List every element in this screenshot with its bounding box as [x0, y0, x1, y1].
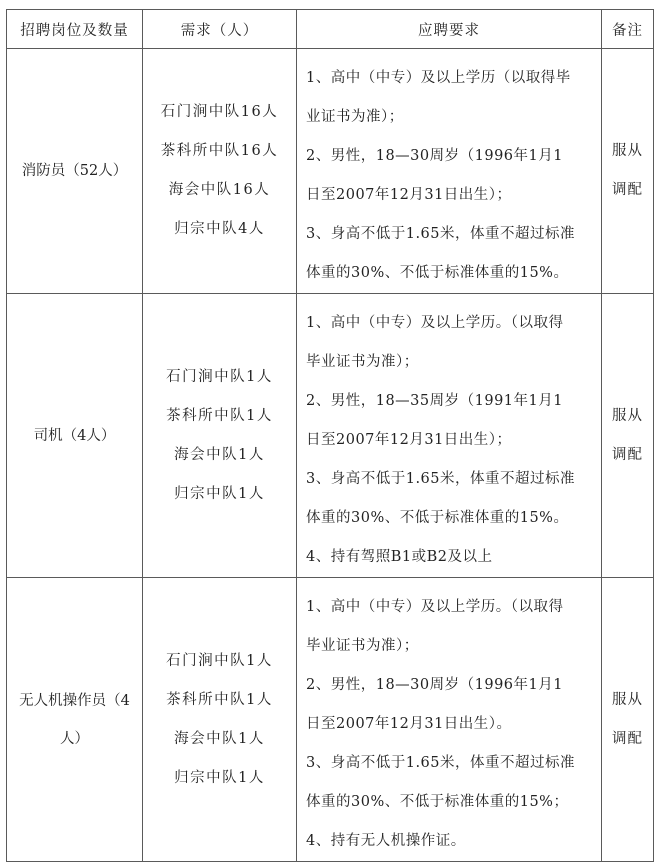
header-row: [7, 10, 654, 49]
header-requirements: 应聘要求: [297, 10, 602, 49]
note-line: 调配: [612, 182, 643, 198]
demand-line: 归宗中队1人: [174, 485, 265, 502]
header-position: 招聘岗位及数量: [7, 10, 143, 49]
position-cell: 司机（4人）: [7, 294, 143, 578]
requirement-line: 1、高中（中专）及以上学历。（以取得: [306, 315, 564, 331]
requirements-cell: [297, 578, 602, 862]
recruitment-table: [6, 9, 654, 862]
note-cell: [602, 578, 654, 862]
requirement-line: 业证书为准）；: [306, 109, 404, 125]
note-cell: [602, 49, 654, 294]
requirement-line: 体重的30%、不低于标准体重的15%。: [306, 510, 569, 526]
demand-line: 石门涧中队1人: [166, 652, 273, 669]
demand-line: 海会中队16人: [168, 182, 271, 198]
requirement-line: 日至2007年12月31日出生）。: [306, 716, 512, 732]
requirement-line: 日至2007年12月31日出生）；: [306, 187, 512, 203]
demand-cell: [143, 294, 297, 578]
requirement-line: 4、持有驾照B1或B2及以上: [306, 549, 493, 565]
header-demand: 需求（人）: [143, 10, 297, 49]
note-line: 调配: [612, 446, 643, 463]
note-cell: [602, 294, 654, 578]
note-line: 服从: [612, 143, 643, 159]
requirement-line: 毕业证书为准）；: [306, 638, 419, 654]
requirement-line: 4、持有无人机操作证。: [306, 833, 466, 849]
table-row-firefighter: [7, 49, 654, 294]
requirement-line: 2、男性，18—30周岁（1996年1月1: [306, 148, 563, 164]
table-row-drone-operator: [7, 578, 654, 862]
requirement-line: 1、高中（中专）及以上学历。（以取得: [306, 599, 564, 615]
demand-line: 茶科所中队1人: [166, 407, 273, 424]
position-cell: 无人机操作员（4人）: [7, 578, 143, 862]
requirements-cell: [297, 49, 602, 294]
demand-line: 茶科所中队16人: [160, 143, 279, 159]
requirement-line: 1、高中（中专）及以上学历（以取得毕: [306, 70, 571, 86]
note-line: 服从: [612, 691, 643, 708]
requirement-line: 2、男性，18—35周岁（1991年1月1: [306, 393, 563, 409]
requirement-line: 体重的30%、不低于标准体重的15%。: [306, 265, 569, 281]
requirements-cell: [297, 294, 602, 578]
demand-cell: [143, 578, 297, 862]
requirement-line: 3、身高不低于1.65米，体重不超过标准: [306, 755, 576, 771]
requirement-line: 毕业证书为准）；: [306, 354, 419, 370]
demand-line: 石门涧中队16人: [160, 104, 279, 120]
demand-line: 茶科所中队1人: [166, 691, 273, 708]
position-cell: 消防员（52人）: [7, 49, 143, 294]
requirement-line: 3、身高不低于1.65米，体重不超过标准: [306, 226, 576, 242]
requirement-line: 2、男性，18—30周岁（1996年1月1: [306, 677, 563, 693]
requirement-line: 3、身高不低于1.65米，体重不超过标准: [306, 471, 576, 487]
table-row-driver: [7, 294, 654, 578]
demand-line: 归宗中队1人: [174, 769, 265, 786]
note-line: 调配: [612, 730, 643, 747]
header-note: 备注: [602, 10, 654, 49]
demand-line: 石门涧中队1人: [166, 368, 273, 385]
demand-line: 海会中队1人: [174, 730, 265, 747]
requirement-line: 体重的30%、不低于标准体重的15%；: [306, 794, 569, 810]
demand-line: 海会中队1人: [174, 446, 265, 463]
requirement-line: 日至2007年12月31日出生）；: [306, 432, 512, 448]
demand-line: 归宗中队4人: [174, 221, 265, 237]
demand-cell: [143, 49, 297, 294]
note-line: 服从: [612, 407, 643, 424]
